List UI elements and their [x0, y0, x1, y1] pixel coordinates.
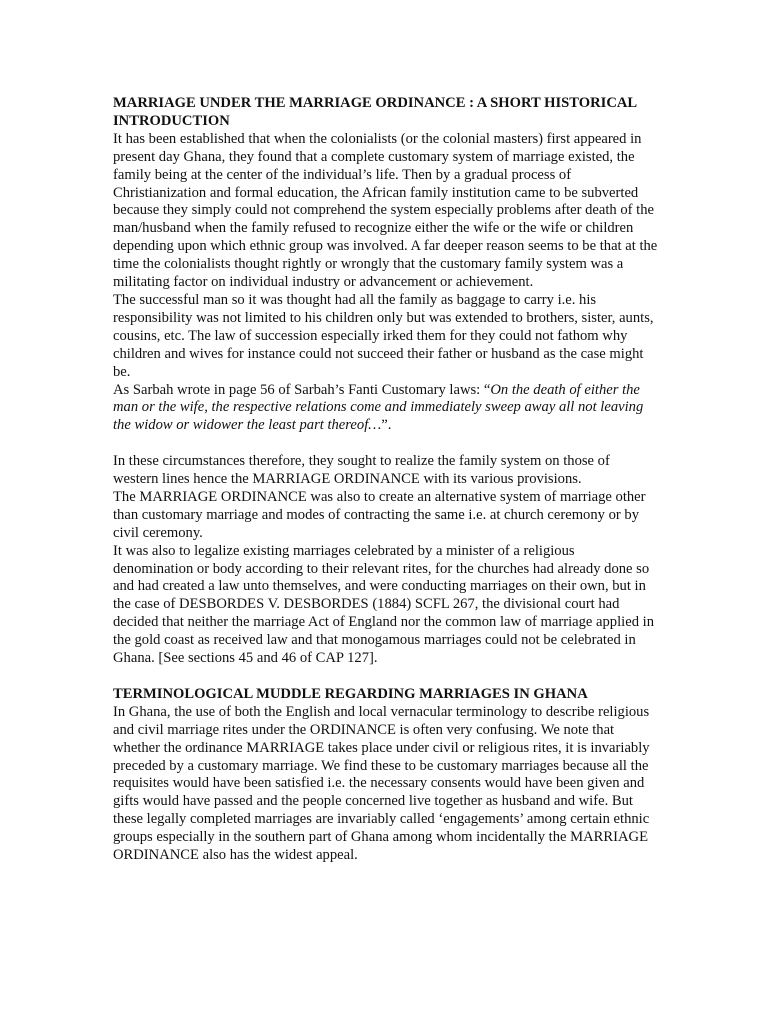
paragraph-circumstances: In these circumstances therefore, they sought to realize the family system on those of western lines hence the MARRIAGE ORDINANCE with its various provisions.: [113, 453, 610, 488]
quote-intro: As Sarbah wrote in page 56 of Sarbah’s Fanti Customary laws: “: [113, 381, 491, 398]
paragraph-legalize-marriages: It was also to legalize existing marriages celebrated by a minister of a religious denomination or body according to their relevant rites, for the churches had already done so and had created a law unto themselves, and were conducting marriages on their own, but in the case of DESBORDES V. DESBORDES (1884) SCFL 267, the divisional court had decided that neither the marriage Act of England nor the common law of marriage applied in the gold coast as received law and that monogamous marriages could not be celebrated in Ghana. [See sections 45 and 46 of CAP 127].: [113, 542, 654, 667]
document-page: [113, 95, 658, 865]
paragraph-terminology: In Ghana, the use of both the English and local vernacular terminology to describe religious and civil marriage rites under the ORDINANCE is often very confusing. We note that whether the ordinance MARRIAGE takes place under civil or religious rites, it is invariably preceded by a customary marriage. We find these to be customary marriages because all the requisites would have been satisfied i.e. the necessary consents would have been given and gifts would have passed and the people concerned live together as husband and wife. But these legally completed marriages are invariably called ‘engagements’ among certain ethnic groups especially in the southern part of Ghana among whom incidentally the MARRIAGE ORDINANCE also has the widest appeal.: [113, 703, 650, 864]
paragraph-alternative-system: The MARRIAGE ORDINANCE was also to create an alternative system of marriage other than customary marriage and modes of contracting the same i.e. at church ceremony or by civil ceremony.: [113, 488, 646, 541]
paragraph-sarbah-quote: [113, 382, 658, 436]
paragraph-colonial-background: It has been established that when the colonialists (or the colonial masters) first appeared in present day Ghana, they found that a complete customary system of marriage existed, the family being at the center of the individual’s life. Then by a gradual process of Christianization and formal education, the African family institution came to be subverted because they simply could not comprehend the system especially problems after death of the man/husband when the family refused to recognize either the wife or the wife or children depending upon which ethnic group was involved. A far deeper reason seems to be that at the time the colonialists thought rightly or wrongly that the customary family system was a militating factor on individual industry or advancement or achievement.: [113, 130, 658, 291]
quote-text: On the death of either the man or the wife, the respective relations come and immediately sweep away all not leaving the widow or widower the least part thereof…: [113, 381, 644, 434]
paragraph-successful-man: The successful man so it was thought had all the family as baggage to carry i.e. his responsibility was not limited to his children only but was extended to brothers, sister, aunts, cousins, etc. The law of succession especially irked them for they could not fathom why children and wives for instance could not succeed their father or husband as the case might be.: [113, 291, 654, 380]
quote-end: ”.: [381, 417, 392, 434]
section-heading-marriage-ordinance: MARRIAGE UNDER THE MARRIAGE ORDINANCE : A SHORT HISTORICAL INTRODUCTION: [113, 95, 637, 129]
paragraph-gap: [113, 668, 658, 686]
section-heading-terminological-muddle: TERMINOLOGICAL MUDDLE REGARDING MARRIAGES IN GHANA: [113, 685, 588, 702]
paragraph-gap: [113, 435, 658, 453]
